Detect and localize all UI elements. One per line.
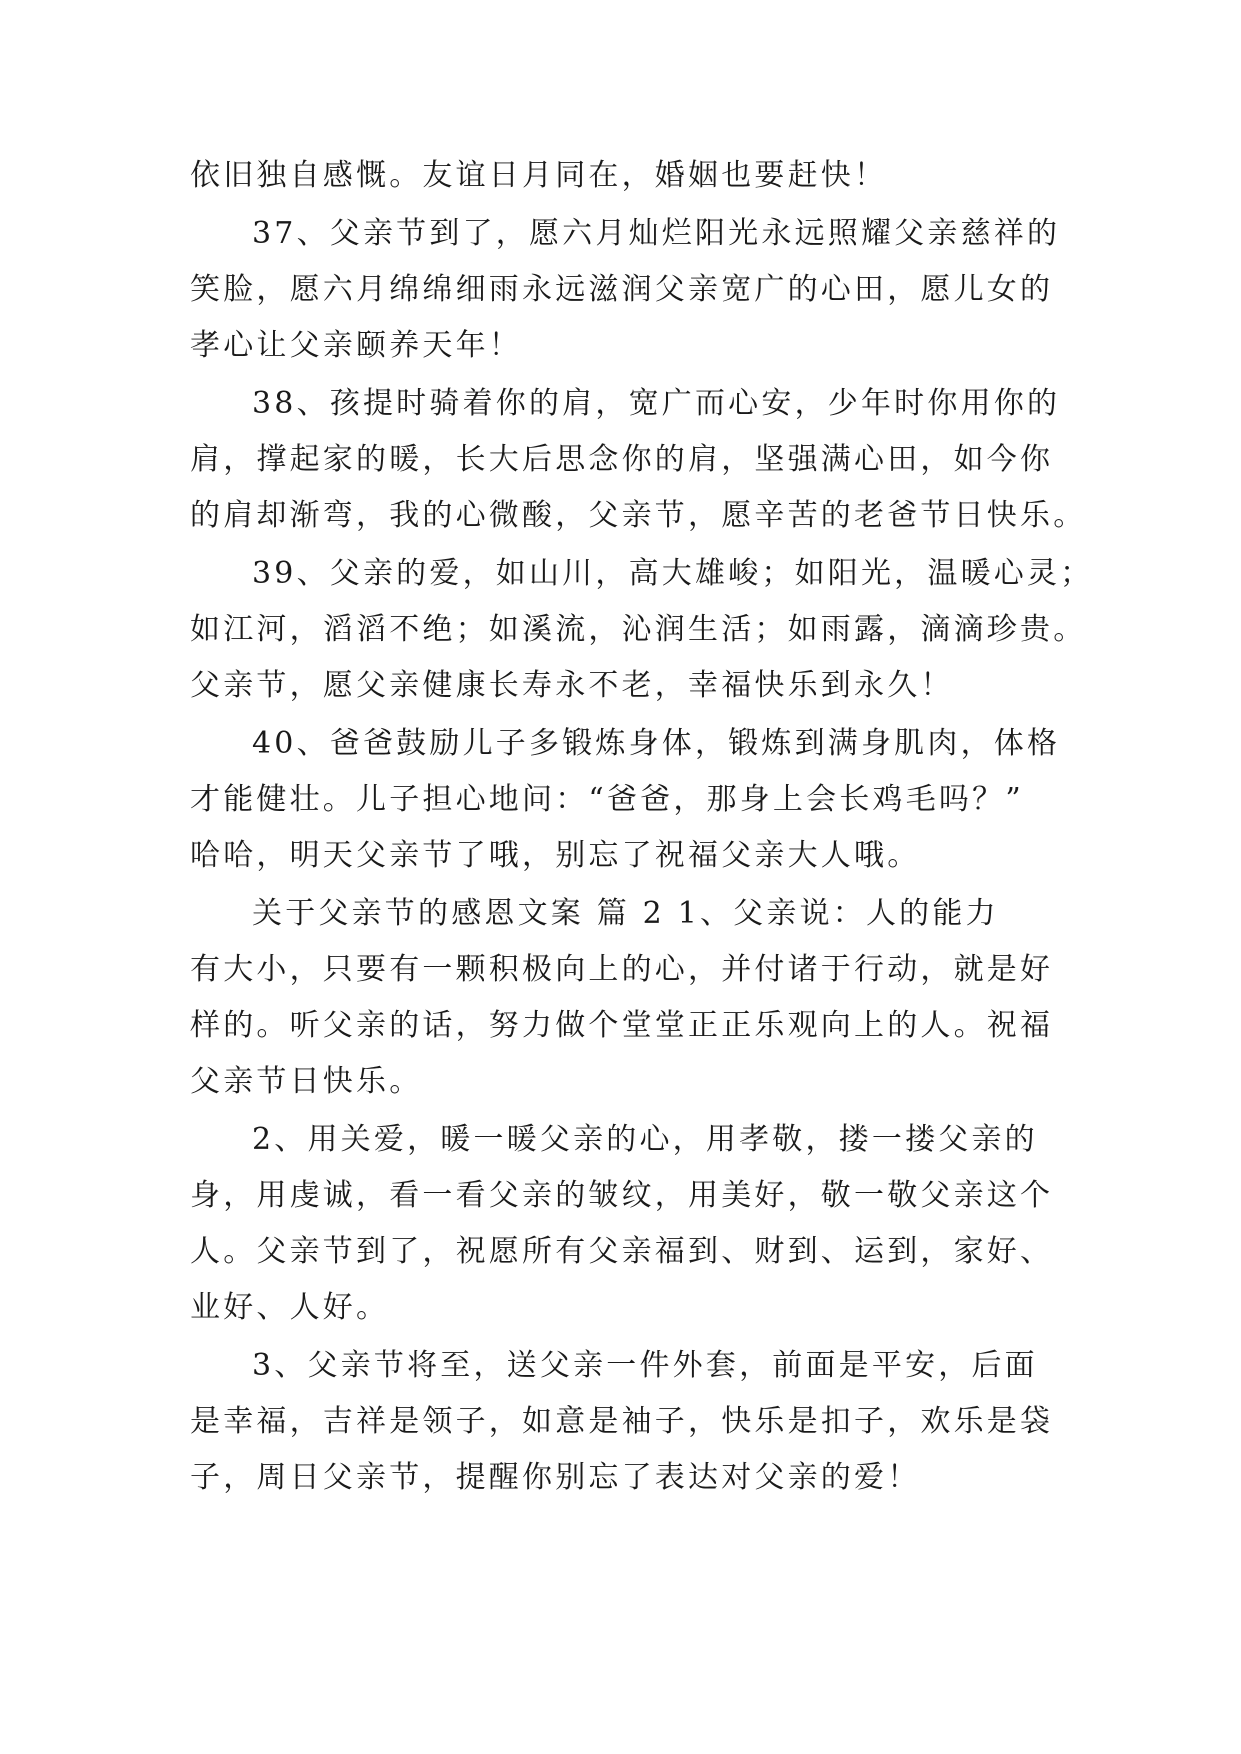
paragraph-39-line: 39、父亲的爱，如山川，高大雄峻；如阳光，温暖心灵； bbox=[252, 556, 1094, 591]
text-line: 父亲节，愿父亲健康长寿永不老，幸福快乐到永久！ bbox=[190, 668, 954, 703]
text-line: 依旧独自感慨。友谊日月同在，婚姻也要赶快！ bbox=[190, 158, 888, 193]
text-line: 哈哈，明天父亲节了哦，别忘了祝福父亲大人哦。 bbox=[190, 838, 921, 873]
text-line: 的肩却渐弯，我的心微酸，父亲节，愿辛苦的老爸节日快乐。 bbox=[190, 498, 1087, 533]
text-line: 身，用虔诚，看一看父亲的皱纹，用美好，敬一敬父亲这个 bbox=[190, 1178, 1054, 1213]
paragraph-38-line: 38、孩提时骑着你的肩，宽广而心安，少年时你用你的 bbox=[252, 386, 1061, 421]
section-heading-line: 关于父亲节的感恩文案 篇 2 1、父亲说：人的能力 bbox=[252, 896, 999, 931]
paragraph-37-line: 37、父亲节到了，愿六月灿烂阳光永远照耀父亲慈祥的 bbox=[252, 216, 1061, 251]
text-line: 样的。听父亲的话，努力做个堂堂正正乐观向上的人。祝福 bbox=[190, 1008, 1054, 1043]
text-line: 如江河，滔滔不绝；如溪流，沁润生活；如雨露，滴滴珍贵。 bbox=[190, 612, 1087, 647]
text-line: 业好、人好。 bbox=[190, 1290, 390, 1325]
paragraph-3-line: 3、父亲节将至，送父亲一件外套，前面是平安，后面 bbox=[252, 1348, 1038, 1383]
text-line: 父亲节日快乐。 bbox=[190, 1064, 423, 1099]
paragraph-40-line: 40、爸爸鼓励儿子多锻炼身体，锻炼到满身肌肉，体格 bbox=[252, 726, 1061, 761]
text-line: 是幸福，吉祥是领子，如意是袖子，快乐是扣子，欢乐是袋 bbox=[190, 1404, 1054, 1439]
text-line: 子，周日父亲节，提醒你别忘了表达对父亲的爱！ bbox=[190, 1460, 921, 1495]
text-line: 孝心让父亲颐养天年！ bbox=[190, 328, 522, 363]
text-line: 才能健壮。儿子担心地问：“爸爸，那身上会长鸡毛吗？” bbox=[190, 782, 1024, 817]
text-line: 笑脸，愿六月绵绵细雨永远滋润父亲宽广的心田，愿儿女的 bbox=[190, 272, 1054, 307]
text-line: 肩，撑起家的暖，长大后思念你的肩，坚强满心田，如今你 bbox=[190, 442, 1054, 477]
paragraph-2-line: 2、用关爱，暖一暖父亲的心，用孝敬，搂一搂父亲的 bbox=[252, 1122, 1038, 1157]
text-line: 有大小，只要有一颗积极向上的心，并付诸于行动，就是好 bbox=[190, 952, 1054, 987]
text-line: 人。父亲节到了，祝愿所有父亲福到、财到、运到，家好、 bbox=[190, 1234, 1054, 1269]
